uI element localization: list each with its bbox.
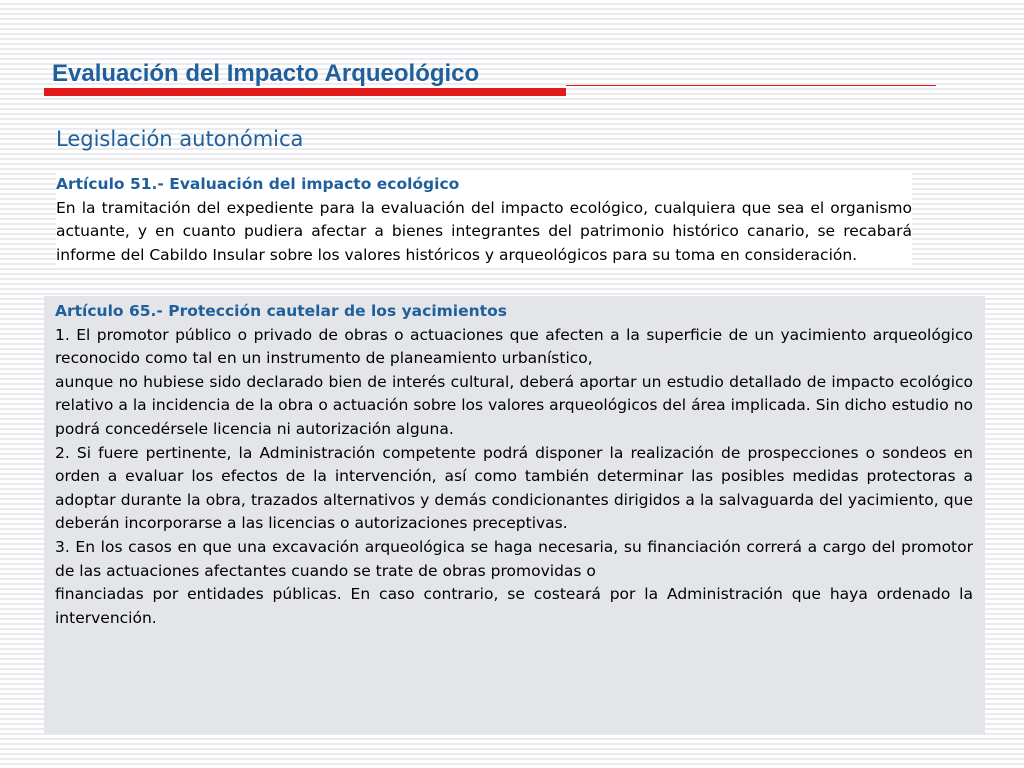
article-65-paragraph-5: financiadas por entidades públicas. En caso contrario, se costeará por la Administración que haya ordenado la intervención. — [55, 585, 973, 627]
slide-title: Evaluación del Impacto Arqueológico — [52, 60, 480, 87]
article-65-paragraph-3: 2. Si fuere pertinente, la Administración competente podrá disponer la realización de prospecciones o sondeos en orden a evaluar los efectos de la intervención, así como también determinar las posibles medidas protectoras a adoptar durante la obra, trazados alternativos y demás condicionantes dirigidos a la salvaguarda del yacimiento, que deberán incorporarse a las licencias o autorizaciones preceptivas. — [55, 443, 973, 533]
article-51-block — [56, 173, 912, 267]
article-65-paragraph-2: aunque no hubiese sido declarado bien de interés cultural, deberá aportar un estudio detallado de impacto ecológico relativo a la incidencia de la obra o actuación sobre los valores arqueológicos del área implicada. Sin dicho estudio no podrá concedérsele licencia ni autorización alguna. — [55, 372, 973, 438]
article-65-paragraph-1: 1. El promotor público o privado de obras o actuaciones que afecten a la superficie de un yacimiento arqueológico reconocido como tal en un instrumento de planeamiento urbanístico, — [55, 325, 973, 368]
slide-subtitle: Legislación autonómica — [56, 127, 304, 151]
article-51-body: En la tramitación del expediente para la evaluación del impacto ecológico, cualquiera que sea el organismo actuante, y en cuanto pudiera afectar a bienes integrantes del patrimonio histórico canario, se recabará informe del Cabildo Insular sobre los valores históricos y arqueológicos para su toma en consideración. — [56, 198, 912, 264]
title-accent-bar — [44, 88, 566, 96]
article-65-paragraph-4: 3. En los casos en que una excavación arqueológica se haga necesaria, su financiación correrá a cargo del promotor de las actuaciones afectantes cuando se trate de obras promovidas o — [55, 537, 973, 580]
article-65-heading: Artículo 65.- Protección cautelar de los yacimientos — [55, 302, 507, 320]
title-underline — [566, 85, 936, 86]
article-51-heading: Artículo 51.- Evaluación del impacto ecológico — [56, 175, 460, 193]
article-65-block — [44, 296, 985, 734]
